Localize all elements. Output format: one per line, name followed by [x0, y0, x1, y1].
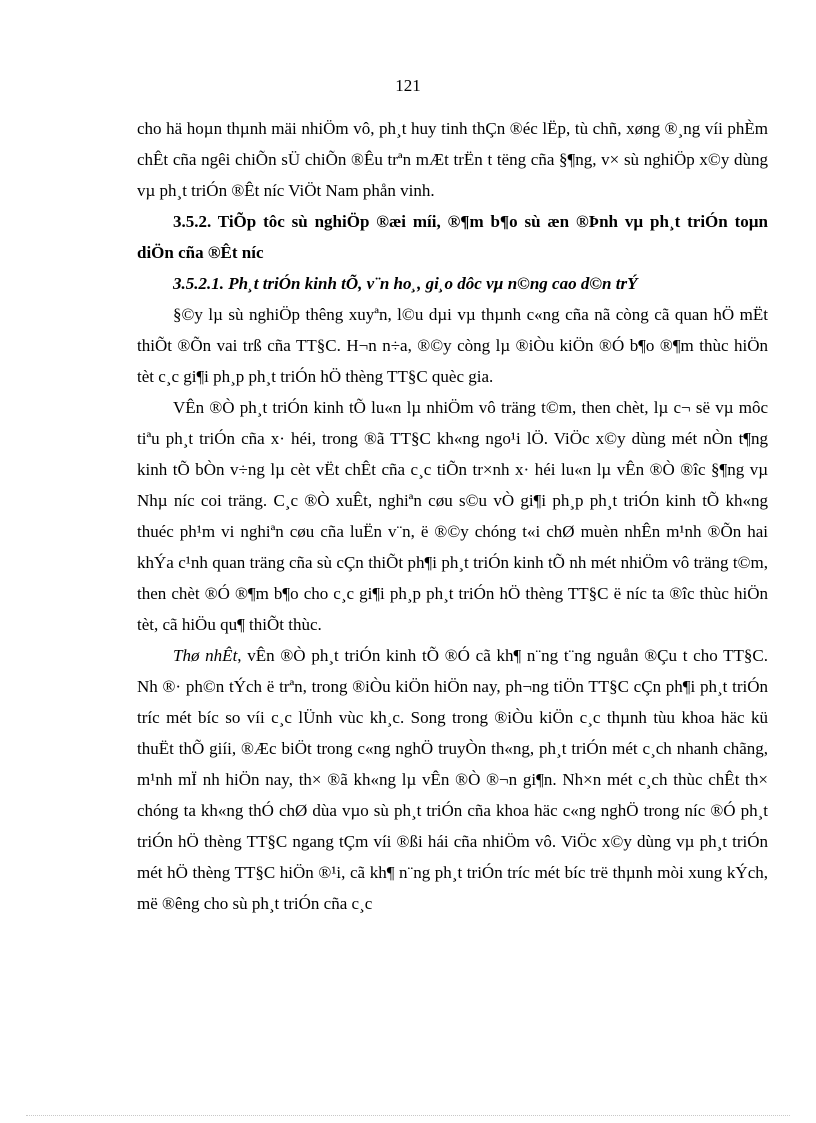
paragraph: §©y lµ sù nghiÖp thêng xuyªn, l©u dµi vµ thµnh c«ng cña nã còng cã quan hÖ mËt thiÕt ®Õn vai trß cña TT§C. H¬n n÷a, ®©y còng lµ ®iÒu kiÖn ®Ó b¶o ®¶m thùc hiÖn tèt c¸c gi¶i ph¸p ph¸t triÓn hÖ thèng TT§C quèc gia.: [137, 305, 768, 386]
paragraph: [137, 640, 768, 919]
page-number: 121: [395, 76, 421, 95]
paragraph-body: , vÊn ®Ò ph¸t triÓn kinh tÕ ®Ó cã kh¶ n¨ng t¨ng nguån ®Çu t cho TT§C. Nh ®· ph©n tÝch ë trªn, trong ®iÒu kiÖn hiÖn nay, ph¬ng tiÖn TT§C cÇn ph¶i ph¸t triÓn tríc mét bíc so víi c¸c lÜnh vùc kh¸c. Song trong ®iÒu kiÖn c¸c thµnh tùu khoa häc kü thuËt thÕ giíi, ®Æc biÖt trong c«ng nghÖ truyÒn th«ng, ph¸t triÓn mét c¸ch nhanh chãng, m¹nh mÏ nh hiÖn nay, th× ®ã kh«ng lµ vÊn ®Ò ®¬n gi¶n. Nh×n mét c¸ch thùc chÊt th× chóng ta kh«ng thÓ chØ dùa vµo sù ph¸t triÓn cña khoa häc c«ng nghÖ trong níc ®Ó ph¸t triÓn hÖ thèng TT§C ngang tÇm víi ®ßi hái cña nhiÖm vô. ViÖc x©y dùng vµ ph¸t triÓn mét hÖ thèng TT§C hiÖn ®¹i, cã kh¶ n¨ng ph¸t triÓn tríc mét bíc trë thµnh mòi xung kÝch, më ®êng cho sù ph¸t triÓn cña c¸c: [137, 646, 768, 913]
section-heading: 3.5.2. TiÕp tôc sù nghiÖp ®æi míi, ®¶m b¶o sù æn ®Þnh vµ ph¸t triÓn toµn diÖn cña ®Êt níc: [137, 212, 768, 262]
paragraph-lead-italic: Thø nhÊt: [173, 646, 238, 665]
page-content: [137, 113, 768, 919]
paragraph-continuation: cho hä hoµn thµnh mäi nhiÖm vô, ph¸t huy tinh thÇn ®éc lËp, tù chñ, xøng ®¸ng víi phÈm chÊt cña ngêi chiÕn sÜ chiÕn ®Êu trªn mÆt trËn t tëng cña §¶ng, v× sù nghiÖp x©y dùng vµ ph¸t triÓn ®Êt níc ViÖt Nam phån vinh.: [137, 119, 768, 200]
paragraph: VÊn ®Ò ph¸t triÓn kinh tÕ lu«n lµ nhiÖm vô träng t©m, then chèt, lµ c¬ së vµ môc tiªu ph¸t triÓn cña x· héi, trong ®ã TT§C kh«ng ngo¹i lÖ. ViÖc x©y dùng mét nÒn t¶ng kinh tÕ bÒn v÷ng lµ cèt vËt chÊt cña c¸c tiÕn tr×nh x· héi lu«n lµ vÊn ®Ò ®îc §¶ng vµ Nhµ níc coi träng. C¸c ®Ò xuÊt, nghiªn cøu s©u vÒ gi¶i ph¸p ph¸t triÓn kinh tÕ kh«ng thuéc ph¹m vi nghiªn cøu cña luËn v¨n, ë ®©y chóng t«i chØ muèn nhÊn m¹nh ®Õn hai khÝa c¹nh quan träng cña sù cÇn thiÕt ph¶i ph¸t triÓn kinh tÕ nh mét nhiÖm vô träng t©m, then chèt ®Ó ®¶m b¶o cho c¸c gi¶i ph¸p ph¸t triÓn hÖ thèng TT§C ë níc ta ®îc thùc hiÖn tèt, cã hiÖu qu¶ thiÕt thùc.: [137, 398, 768, 634]
subsection-heading: 3.5.2.1. Ph¸t triÓn kinh tÕ, v¨n ho¸, gi¸o dôc vµ n©ng cao d©n trÝ: [173, 274, 638, 293]
page-bottom-divider: [26, 1115, 790, 1116]
